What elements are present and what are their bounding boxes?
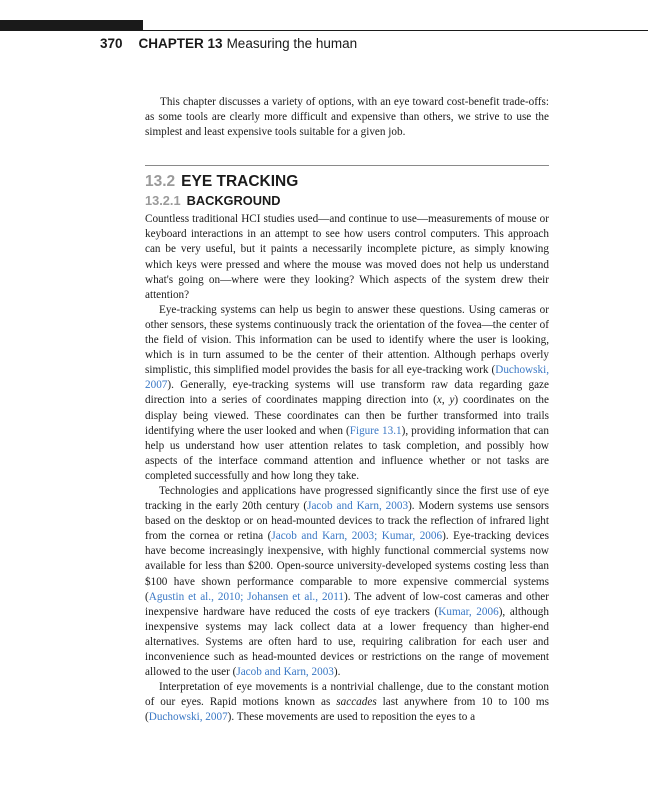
emphasis-saccades: saccades [336, 696, 377, 709]
text-run: Eye-tracking systems can help us begin to answer these questions. Using cameras or other sensors, these systems continuously track the orientation of the fovea—the center of the field of vision. This information can be used to identify where the user is looking, which is in turn assumed to be the center of their attention. Although perhaps overly simplistic, this simplified model provides the basis for all eye-tracking work ( [145, 303, 549, 377]
text-run: ). These movements are used to reposition the eyes to a [227, 711, 476, 724]
text-run: ). The advent of low-cost cameras and other inexpensive hardware have reduced the costs of eye trackers ( [145, 590, 549, 618]
paragraph-4 [145, 680, 549, 725]
page-number: 370 [100, 36, 123, 51]
text-run: ). [333, 666, 341, 679]
text-run: ). Generally, eye-tracking systems will use transform raw data regarding gaze direction into a series of coordinates mapping direction into ( [145, 379, 549, 407]
text-run: , [441, 394, 450, 407]
section-heading [145, 172, 549, 191]
text-run: last anywhere from 10 to 100 ms ( [145, 696, 549, 724]
section-divider [145, 165, 549, 166]
paragraph-3 [145, 484, 549, 680]
text-run: ). Modern systems use sensors based on the desktop or on head-mounted devices to track the reflection of infrared light from the cornea or retina ( [145, 500, 549, 543]
text-run: ), although inexpensive systems may lack collect data at a lower frequency than higher-end alternatives. Systems are often hard to use, requiring calibration for each user and inconvenience such as head-mounted devices or restrictions on the range of movement allowed to the user ( [145, 605, 549, 679]
intro-block [145, 95, 549, 140]
subsection-title: BACKGROUND [186, 193, 281, 209]
text-run: ), providing information that can help us understand how user attention relates to task completion, and possibly how aspects of the interface command attention and influence whether or not tasks are completed successfully and how long they take. [145, 424, 549, 482]
chapter-label: CHAPTER 13 [138, 36, 223, 51]
text-run: Interpretation of eye movements is a nontrivial challenge, due to the constant motion of our eyes. Rapid motions known as [145, 681, 549, 709]
text-run: ) coordinates on the display being viewed. These coordinates can then be further transformed into trails identifying where the user looked and when ( [145, 394, 549, 437]
paragraph-2 [145, 303, 549, 484]
citation-link[interactable]: Jacob and Karn, 2003 [236, 666, 334, 679]
header-rule [143, 30, 648, 31]
citation-link[interactable]: Duchowski, 2007 [148, 711, 228, 724]
page-body [145, 95, 549, 725]
math-var-x: x [436, 394, 442, 407]
citation-link[interactable]: Jacob and Karn, 2003; Kumar, 2006 [271, 530, 443, 543]
paragraph-1: Countless traditional HCI studies used—and continue to use—measurements of mouse or keyboard interactions in an attempt to see how users control computers. This approach can be very useful, but it paints a necessarily incomplete picture, as simply knowing which keys were pressed and where the mouse was moved does not help us understand what's going on—where were they looking? Which aspects of the system drew their attention? [145, 213, 549, 301]
text-run: Technologies and applications have progressed significantly since the first use of eye tracking in the early 20th century ( [145, 484, 549, 513]
subsection-number: 13.2.1 [145, 193, 181, 209]
section-number: 13.2 [145, 173, 176, 191]
text-run: ). Eye-tracking devices have become increasingly inexpensive, with highly functional commercial systems now available for less than $200. Open-source university-developed systems costing less than $100 have shown performance comparable to more expensive commercial systems ( [145, 530, 549, 603]
citation-link[interactable]: Jacob and Karn, 2003 [307, 500, 409, 513]
intro-paragraph: This chapter discusses a variety of options, with an eye toward cost-benefit trade-offs: as some tools are clearly more difficult and expensive than others, we strive to use the simplest and least expensive tools suitable for a given job. [145, 96, 549, 139]
math-var-y: y [449, 394, 455, 407]
section-title: EYE TRACKING [181, 173, 299, 191]
citation-link[interactable]: Kumar, 2006 [438, 605, 499, 618]
header-bar [0, 20, 143, 31]
chapter-title: Measuring the human [226, 36, 358, 51]
subsection-heading [145, 192, 549, 209]
running-head [100, 36, 357, 51]
citation-link[interactable]: Duchowski, 2007 [145, 364, 549, 392]
citation-link[interactable]: Agustin et al., 2010; Johansen et al., 2011 [148, 590, 344, 603]
figure-link[interactable]: Figure 13.1 [349, 424, 402, 437]
